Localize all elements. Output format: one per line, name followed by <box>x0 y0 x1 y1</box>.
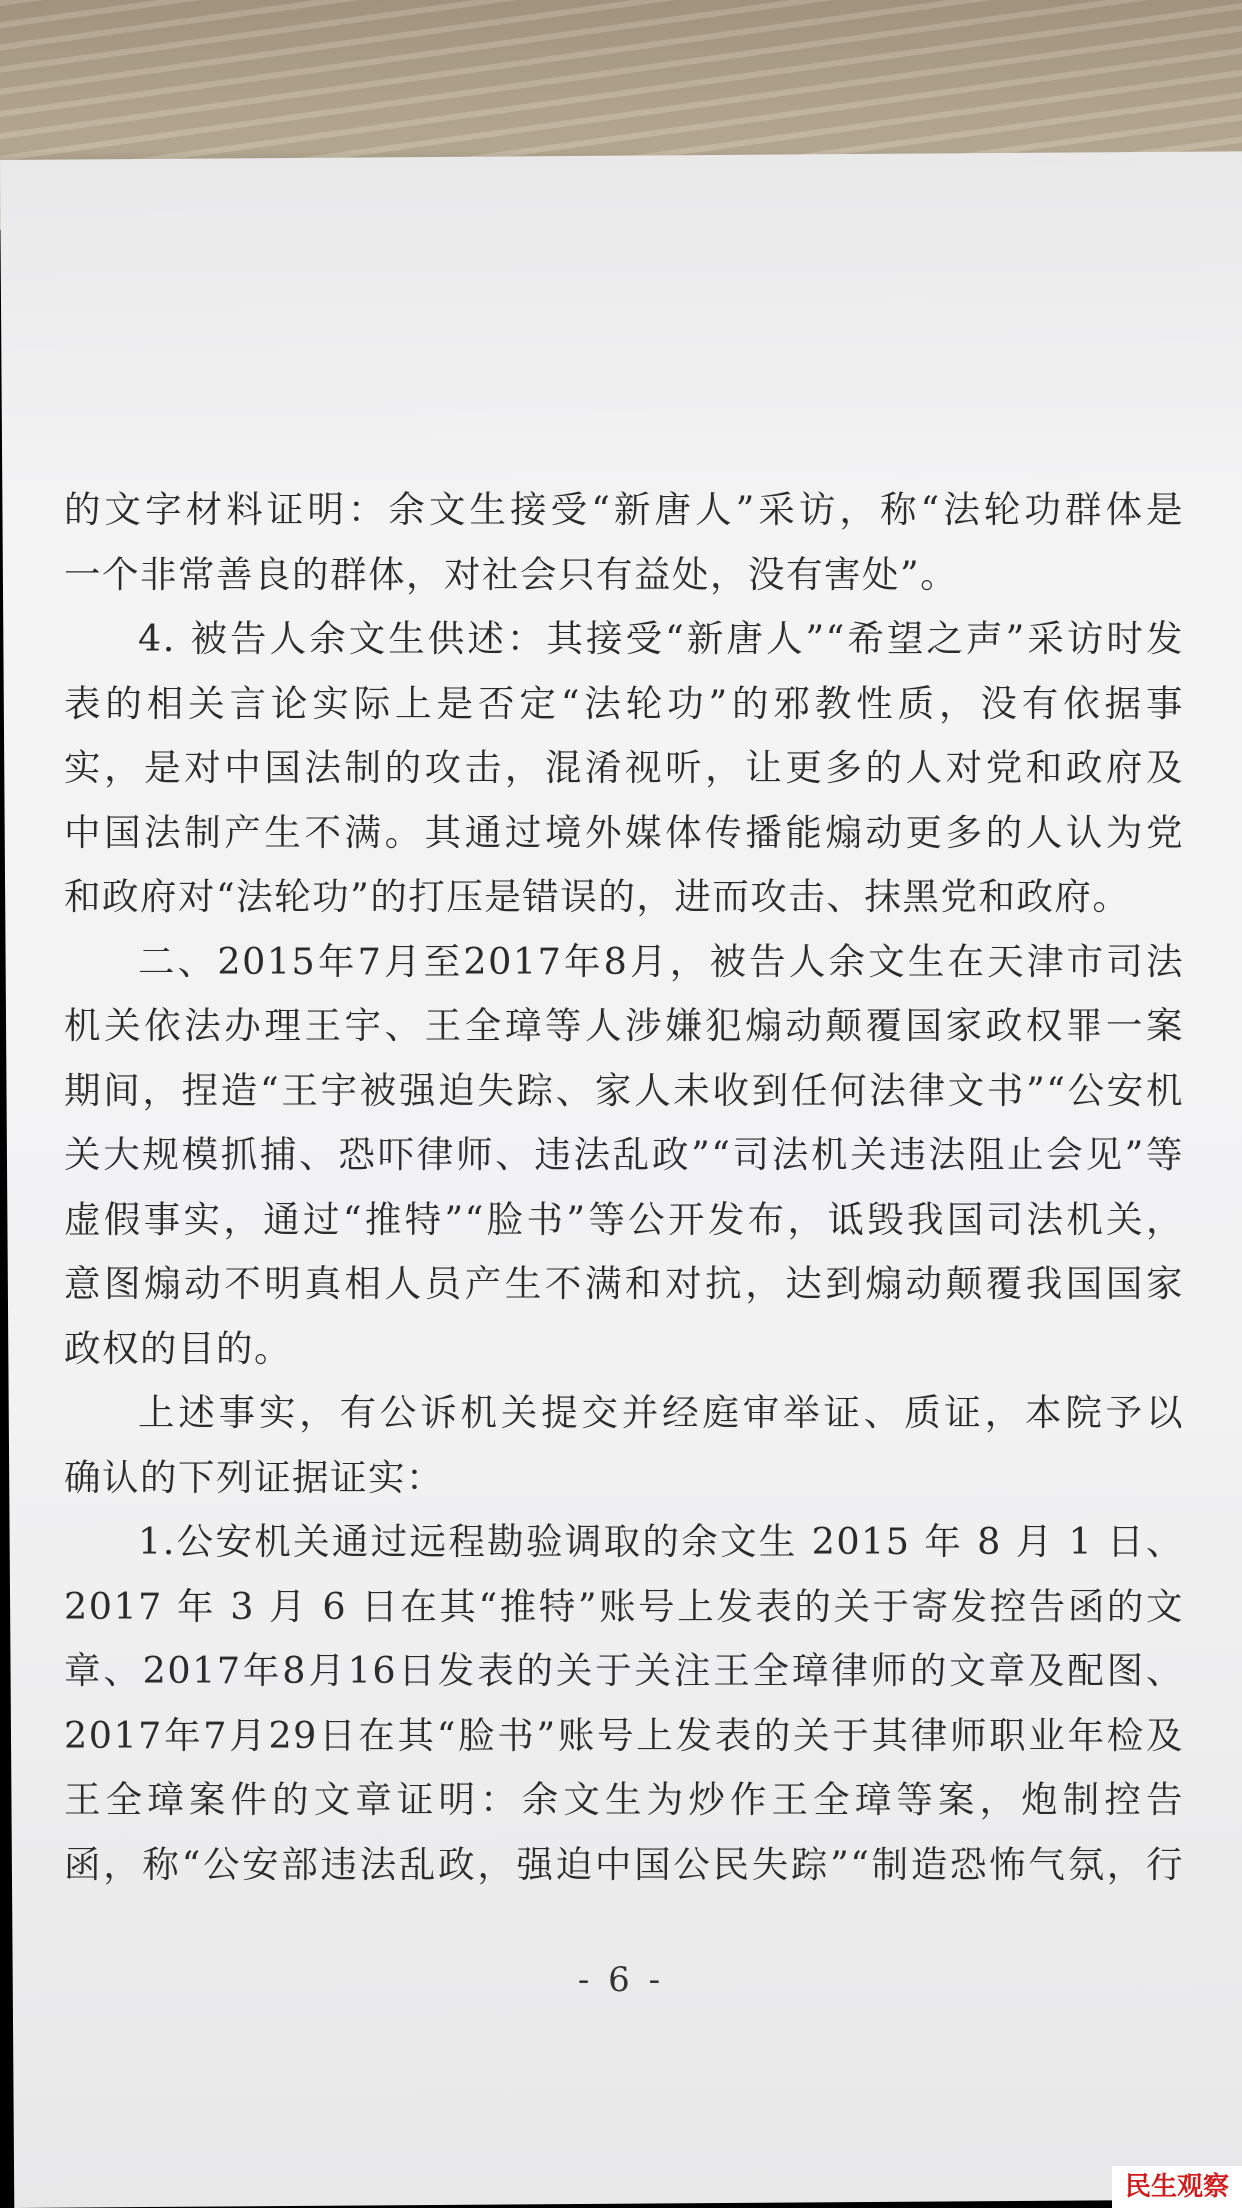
watermark-logo: 民生观察 <box>1112 2166 1242 2208</box>
text-line: 章、2017年8月16日发表的关于关注王全璋律师的文章及配图、 <box>64 1649 1184 1692</box>
text-line: 政权的目的。 <box>64 1326 292 1370</box>
text-line: 4. 被告人余文生供述：其接受“新唐人”“希望之声”采访时发 <box>138 617 1184 660</box>
text-line: 中国法制产生不满。其通过境外媒体传播能煽动更多的人认为党 <box>64 810 1184 854</box>
text-line: 关大规模抓捕、恐吓律师、违法乱政”“司法机关违法阻止会见”等 <box>64 1133 1184 1176</box>
text-line: 一个非常善良的群体，对社会只有益处，没有害处”。 <box>64 552 959 596</box>
text-line: 意图煽动不明真相人员产生不满和对抗，达到煽动颠覆我国国家 <box>64 1262 1184 1305</box>
text-line: 函，称“公安部违法乱政，强迫中国公民失踪”“制造恐怖气氛，行 <box>64 1842 1184 1886</box>
text-line: 上述事实，有公诉机关提交并经庭审举证、质证，本院予以 <box>138 1391 1184 1434</box>
text-line: 2017 年 3 月 6 日在其“推特”账号上发表的关于寄发控告函的文 <box>64 1584 1184 1628</box>
page-number: - 6 - <box>577 1960 665 2000</box>
text-line: 二、2015年7月至2017年8月，被告人余文生在天津市司法 <box>138 939 1184 983</box>
text-line: 实，是对中国法制的攻击，混淆视听，让更多的人对党和政府及 <box>64 746 1184 789</box>
text-line: 确认的下列证据证实： <box>64 1455 444 1499</box>
document-body <box>64 478 1184 1897</box>
text-line: 虚假事实，通过“推特”“脸书”等公开发布，诋毁我国司法机关， <box>64 1197 1184 1241</box>
text-line: 2017年7月29日在其“脸书”账号上发表的关于其律师职业年检及 <box>64 1713 1184 1757</box>
text-line: 机关依法办理王宇、王全璋等人涉嫌犯煽动颠覆国家政权罪一案 <box>64 1004 1184 1047</box>
text-line: 1.公安机关通过远程勘验调取的余文生 2015 年 8 月 1 日、 <box>138 1520 1184 1563</box>
text-line: 表的相关言论实际上是否定“法轮功”的邪教性质，没有依据事 <box>64 681 1184 725</box>
text-line: 王全璋案件的文章证明：余文生为炒作王全璋等案，炮制控告 <box>64 1778 1184 1821</box>
text-line: 期间，捏造“王宇被强迫失踪、家人未收到任何法律文书”“公安机 <box>64 1068 1184 1112</box>
text-line: 的文字材料证明：余文生接受“新唐人”采访，称“法轮功群体是 <box>64 488 1184 531</box>
text-line: 和政府对“法轮功”的打压是错误的，进而攻击、抹黑党和政府。 <box>64 875 1131 918</box>
